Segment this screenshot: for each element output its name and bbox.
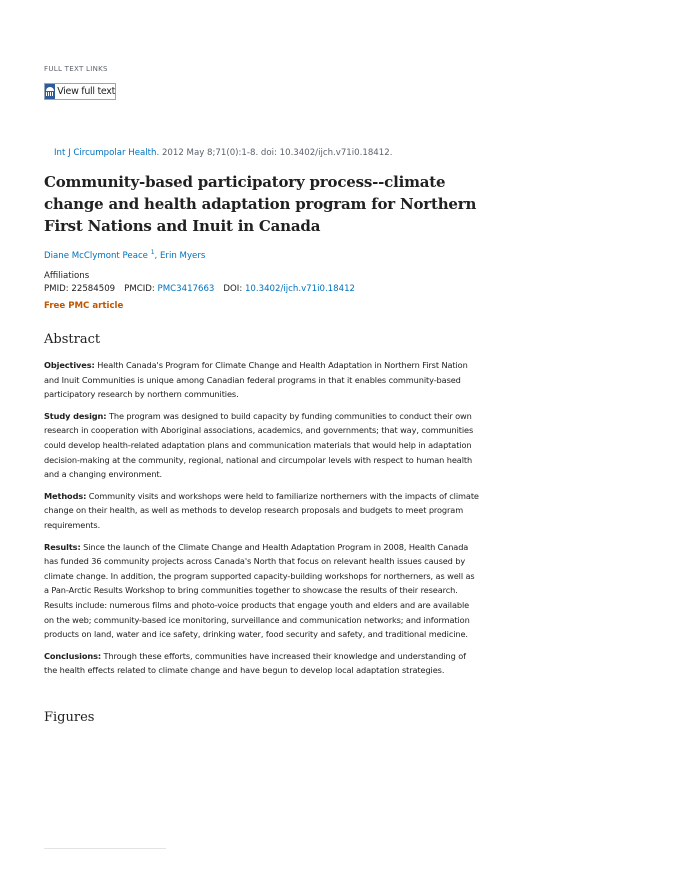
pmcid-label: PMCID: bbox=[124, 284, 158, 294]
article-identifiers bbox=[44, 284, 355, 294]
section-text: The program was designed to build capacity by funding communities to conduct their own research in cooperation with Aboriginal associations, academics, and governments; that way, communities could develop health-related adaptation plans and communication materials that would help in adaptation decision-making at the community, regional, national and circumpolar levels with respect to human health and a changing environment. bbox=[44, 410, 474, 480]
author-separator: , bbox=[154, 250, 160, 261]
section-label: Study design: bbox=[44, 410, 107, 421]
journal-link[interactable]: Int J Circumpolar Health. bbox=[54, 148, 160, 158]
affiliation-ref[interactable]: 1 bbox=[150, 249, 155, 256]
section-text: Health Canada's Program for Climate Change and Health Adaptation in Northern First Nation and Inuit Communities is unique among Canadian federal programs in that it enables community-based participatory research by northern communities. bbox=[44, 360, 468, 400]
abstract-body bbox=[44, 358, 480, 685]
full-text-links-label: FULL TEXT LINKS bbox=[44, 65, 108, 73]
figures-heading: Figures bbox=[44, 710, 95, 725]
abstract-section-conclusions bbox=[44, 649, 480, 678]
view-full-text-label: View full text bbox=[57, 86, 115, 97]
author-list bbox=[44, 249, 205, 261]
pmid-label: PMID: bbox=[44, 284, 72, 294]
citation-details: 2012 May 8;71(0):1-8. doi: 10.3402/ijch.v71i0.18412. bbox=[159, 148, 393, 158]
abstract-section-study-design bbox=[44, 409, 480, 482]
section-label: Results: bbox=[44, 541, 81, 552]
pmcid-link[interactable]: PMC3417663 bbox=[157, 284, 215, 294]
abstract-heading: Abstract bbox=[44, 332, 101, 347]
section-text: Since the launch of the Climate Change and Health Adaptation Program in 2008, Health Canada has funded 36 community projects across Canada's North that focus on relevant health issues caused by climate change. In addition, the program supported capacity-building workshops for northerners, as well as a Pan-Arctic Results Workshop to bring communities together to showcase the results of their research. Results include: numerous films and photo-voice products that engage youth and elders and are available on the web; community-based ice monitoring, surveillance and communication networks; and information products on land, water and ice safety, drinking water, food security and safety, and traditional medicine. bbox=[44, 541, 475, 640]
divider bbox=[44, 848, 166, 849]
author-link[interactable]: Erin Myers bbox=[160, 250, 206, 261]
section-label: Conclusions: bbox=[44, 650, 102, 661]
doi-link[interactable]: 10.3402/ijch.v71i0.18412 bbox=[244, 284, 356, 294]
citation bbox=[54, 148, 392, 158]
abstract-section-methods bbox=[44, 489, 480, 533]
free-pmc-badge: Free PMC article bbox=[44, 301, 124, 311]
section-label: Objectives: bbox=[44, 360, 95, 370]
author-link[interactable]: Diane McClymont Peace bbox=[44, 250, 148, 261]
affiliations-toggle[interactable]: Affiliations bbox=[44, 271, 90, 281]
pmc-building-icon bbox=[45, 84, 55, 99]
abstract-section-objectives bbox=[44, 358, 480, 402]
section-text: Community visits and workshops were held to familiarize northerners with the impacts of climate change on their health, as well as methods to develop research proposals and budgets to meet program requirements. bbox=[44, 490, 479, 530]
section-label: Methods: bbox=[44, 490, 87, 501]
section-text: Through these efforts, communities have increased their knowledge and understanding of the health effects related to climate change and have begun to develop local adaptation strategies. bbox=[44, 650, 466, 676]
view-full-text-button[interactable] bbox=[44, 83, 116, 100]
abstract-section-results bbox=[44, 540, 480, 642]
article-title: Community-based participatory process--climate change and health adaptation program for Northern First Nations and Inuit in Canada bbox=[44, 173, 477, 235]
pmid-value: 22584509 bbox=[71, 284, 116, 294]
doi-label: DOI: bbox=[223, 284, 245, 294]
